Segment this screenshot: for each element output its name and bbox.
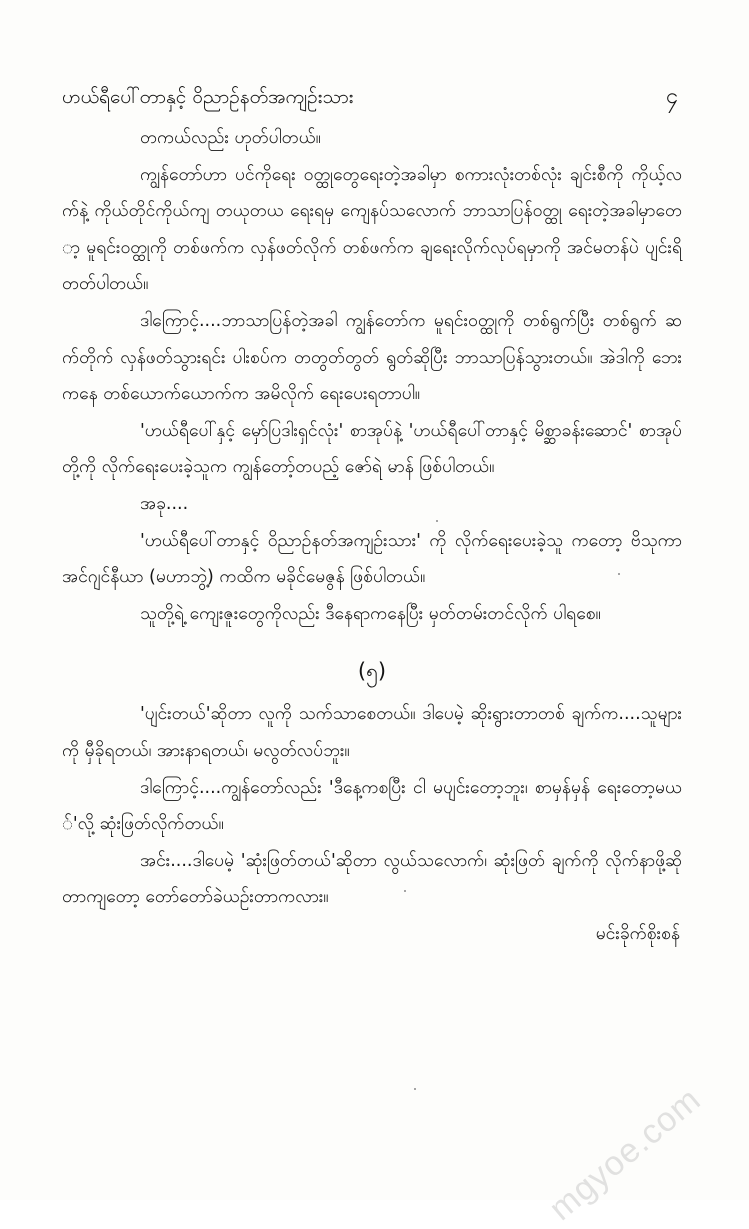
body-text bbox=[62, 120, 682, 952]
paragraph: တကယ်လည်း ဟုတ်ပါတယ်။ bbox=[140, 128, 321, 148]
scan-speck bbox=[404, 890, 406, 892]
section-number: (၅) bbox=[357, 659, 387, 684]
page-header bbox=[62, 78, 682, 118]
author-signature: မင်းခိုက်စိုးစန် bbox=[595, 923, 680, 944]
paragraph: သူတို့ရဲ့ ကျေးဇူးတွေကိုလည်း ဒီနေရာကနေပြီး မှတ်တမ်းတင်လိုက် ပါရစေ။ bbox=[140, 603, 601, 624]
page-number: ၄ bbox=[665, 84, 678, 109]
paragraph: ဒါကြောင့်....ကျွန်တော်လည်း 'ဒီနေ့ကစပြီး ငါ မပျင်းတော့ဘူး၊ စာမှန်မှန် ရေးတော့မယ်'လို့ ဆုံးဖြတ်လိုက်တယ်။ bbox=[62, 777, 682, 835]
paragraph: 'ပျင်းတယ်'ဆိုတာ လူကို သက်သာစေတယ်။ ဒါပေမဲ့ ဆိုးရွားတာတစ် ချက်က....သူများကို မှီခိုရတယ်၊ အားနာရတယ်၊ မလွတ်လပ်ဘူး။ bbox=[62, 704, 682, 761]
paragraph: ကျွန်တော်ဟာ ပင်ကိုရေး ဝတ္ထုတွေရေးတဲ့အခါမှာ စကားလုံးတစ်လုံး ချင်းစီကို ကိုယ့်လက်နဲ့ ကိုယ်တိုင်ကိုယ်ကျ တယုတယ ရေးရမှ ကျေနပ်သလောက် ဘာသာပြန်ဝတ္ထု ရေးတဲ့အခါမှာတော့ မူရင်းဝတ္ထုကို တစ်ဖက်က လှန်ဖတ်လိုက် တစ်ဖက်က ချရေးလိုက်လုပ်ရမှာကို အင်မတန်ပဲ ပျင်းရိတတ်ပါတယ်။ bbox=[62, 164, 682, 295]
paragraph: ဒါကြောင့်....ဘာသာပြန်တဲ့အခါ ကျွန်တော်က မူရင်းဝတ္ထုကို တစ်ရွက်ပြီး တစ်ရွက် ဆက်တိုက် လှန်ဖတ်သွားရင်း ပါးစပ်က တတွတ်တွတ် ရွတ်ဆိုပြီး ဘာသာပြန်သွားတယ်။ အဲဒါကို ဘေးကနေ တစ်ယောက်ယောက်က အမိလိုက် ရေးပေးရတာပါ။ bbox=[62, 310, 682, 405]
paragraph: 'ဟယ်ရီပေါ်တာနှင့် ဝိညာဉ်နတ်အကျဉ်းသား' ကို လိုက်ရေးပေးခဲ့သူ ကတော့ ဗိသုကာ အင်ဂျင်နီယာ (မဟာဘွဲ့) ကထိက မခိုင်မေဇွန် ဖြစ်ပါတယ်။ bbox=[62, 530, 682, 588]
scan-speck bbox=[414, 1088, 416, 1090]
paragraph: အခု.... bbox=[140, 493, 189, 514]
watermark: mgyoe.com bbox=[542, 1080, 709, 1228]
running-title: ဟယ်ရီပေါ်တာနှင့် ဝိညာဉ်နတ်အကျဉ်းသား bbox=[62, 86, 354, 108]
scan-speck bbox=[618, 573, 620, 575]
scan-speck bbox=[436, 520, 438, 522]
paragraph: 'ဟယ်ရီပေါ်နှင့် မှော်ပြဒါးရှင်လုံး' စာအုပ်နဲ့ 'ဟယ်ရီပေါ်တာနှင့် မိစ္ဆာခန်းဆောင်' စာအုပ်တို့ကို လိုက်ရေးပေးခဲ့သူက ကျွန်တော့်တပည့် ဇော်ရဲ မာန် ဖြစ်ပါတယ်။ bbox=[62, 420, 682, 478]
paragraph: အင်း....ဒါပေမဲ့ 'ဆုံးဖြတ်တယ်'ဆိုတာ လွယ်သလောက်၊ ဆုံးဖြတ် ချက်ကို လိုက်နာဖို့ဆိုတာကျတော့ တော်တော်ခဲယဉ်းတာကလား။ bbox=[62, 850, 682, 908]
